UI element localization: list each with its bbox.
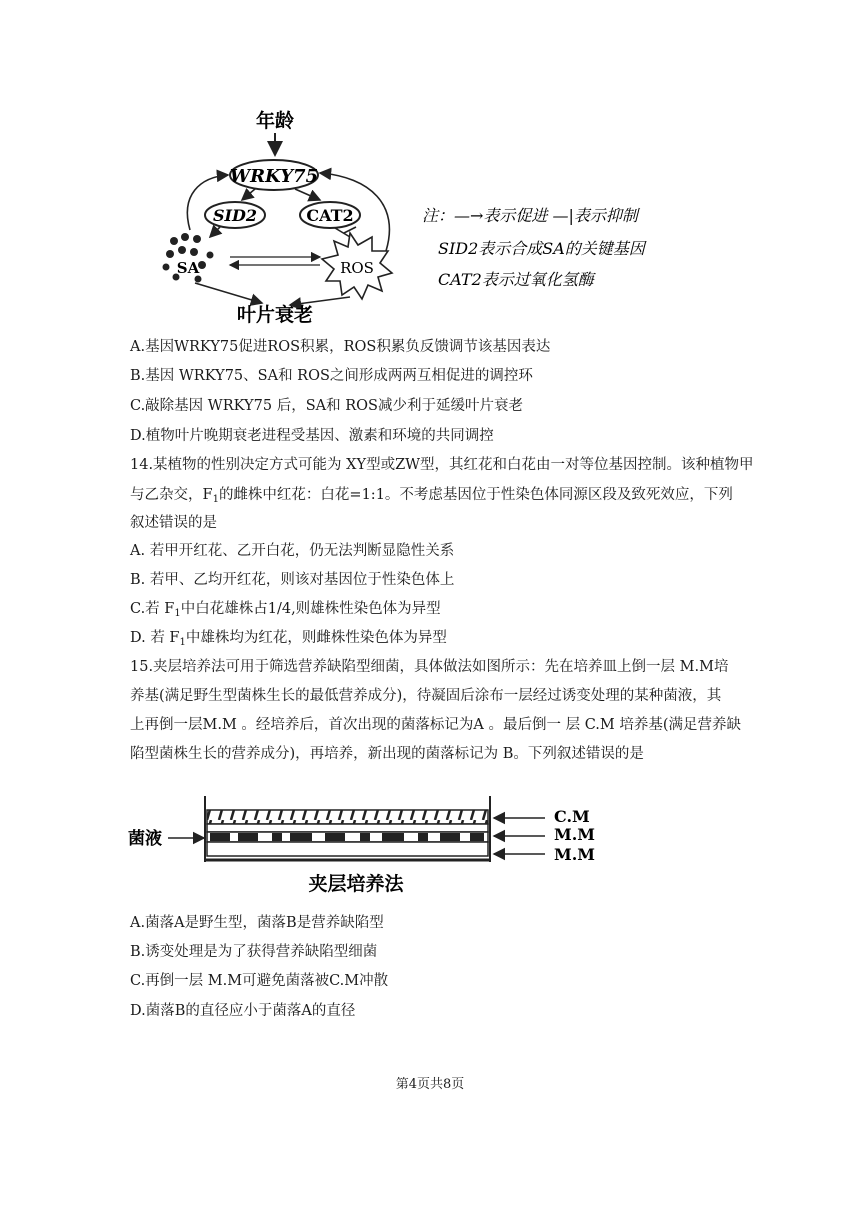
diagram-caption: 夹层培养法 <box>308 873 404 895</box>
ros-label: ROS <box>340 259 374 277</box>
q14-option-d: D. 若 $F_1$中雄株均为红花，则雌株性染色体为异型 <box>130 630 447 648</box>
cm-label: C.M <box>554 807 590 826</box>
mm-upper-label: M.M <box>554 825 595 844</box>
q14-stem-line-1: 14.某植物的性别决定方式可能为 XY型或ZW型，其红花和白花由一对等位基因控制。该种植物甲 <box>130 457 754 473</box>
q15-option-c: C.再倒一层 M.M可避免菌落被C.M冲散 <box>130 973 389 989</box>
cat2-label: CAT2 <box>306 206 354 225</box>
q14-option-c: C.若 $F_1$中白花雄株占1/4,则雄株性染色体为异型 <box>130 601 441 619</box>
q15-stem-line-1: 15.夹层培养法可用于筛选营养缺陷型细菌，具体做法如图所示：先在培养皿上倒一层 M.M培 <box>130 659 729 675</box>
q14-option-b: B. 若甲、乙均开红花，则该对基因位于性染色体上 <box>130 572 455 588</box>
q14-stem-line-3: 叙述错误的是 <box>130 515 217 531</box>
q15-option-a: A.菌落A是野生型，菌落B是营养缺陷型 <box>130 915 384 931</box>
bacteria-solution-label: 菌液 <box>128 829 162 849</box>
age-label: 年龄 <box>255 110 295 132</box>
cm-layer <box>207 810 488 824</box>
q15-option-b: B.诱变处理是为了获得营养缺陷型细菌 <box>130 944 378 960</box>
wrky75-label: WRKY75 <box>229 166 319 187</box>
q14-option-a: A. 若甲开红花、乙开白花，仍无法判断显隐性关系 <box>130 543 455 559</box>
sid2-label: SID2 <box>212 206 258 225</box>
legend-line-2: SID2表示合成SA的关键基因 <box>438 239 645 258</box>
q13-option-b: B.基因 WRKY75、SA和 ROS之间形成两两互相促进的调控环 <box>130 368 533 384</box>
q15-stem-line-3: 上再倒一层M.M 。经培养后，首次出现的菌落标记为A 。最后倒一 层 C.M 培养基(满足营养缺 <box>130 717 742 733</box>
q13-option-a: A.基因WRKY75促进ROS积累，ROS积累负反馈调节该基因表达 <box>130 339 551 355</box>
leaf-senescence-label: 叶片衰老 <box>236 304 314 326</box>
mm-upper-layer <box>207 824 488 832</box>
q15-option-d: D.菌落B的直径应小于菌落A的直径 <box>130 1003 356 1019</box>
sandwich-culture-diagram <box>120 792 600 902</box>
mm-lower-layer <box>207 842 488 856</box>
q15-stem-line-2: 养基(满足野生型菌株生长的最低营养成分)，待凝固后涂布一层经过诱变处理的某种菌液，其 <box>130 688 722 704</box>
q13-option-d: D.植物叶片晚期衰老进程受基因、激素和环境的共同调控 <box>130 428 494 444</box>
page-footer: 第4页共8页 <box>395 1077 465 1092</box>
legend-line-3: CAT2表示过氧化氢酶 <box>438 270 594 289</box>
legend-line-1: 注：—→表示促进 —|表示抑制 <box>422 206 638 225</box>
q13-option-c: C.敲除基因 WRKY75 后，SA和 ROS减少利于延缓叶片衰老 <box>130 398 523 414</box>
q14-stem-line-2: 与乙杂交，$F_1$的雌株中红花：白花=1:1。不考虑基因位于性染色体同源区段及致死效应，下列 <box>130 487 733 505</box>
sa-label: SA <box>176 259 200 277</box>
mm-lower-label: M.M <box>554 845 595 864</box>
colony-band <box>207 832 488 842</box>
q15-stem-line-4: 陷型菌株生长的营养成分)，再培养，新出现的菌落标记为 B。下列叙述错误的是 <box>130 746 644 762</box>
senescence-regulation-diagram <box>150 105 710 330</box>
